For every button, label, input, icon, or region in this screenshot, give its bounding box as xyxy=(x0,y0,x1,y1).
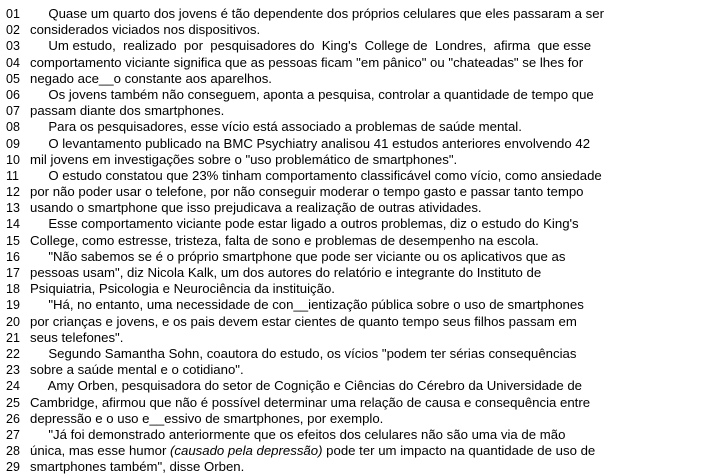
line-text-with-emphasis: única, mas esse humor (causado pela depressão) pode ter um impacto na quantidade de uso de xyxy=(30,443,596,459)
line-text: smartphones também", disse Orben. xyxy=(30,459,245,475)
line-number: 10 xyxy=(6,152,20,167)
line-number: 24 xyxy=(6,379,20,394)
text-line xyxy=(6,233,698,249)
emphasis-text: (causado pela depressão) xyxy=(170,443,323,459)
line-text: passam diante dos smartphones. xyxy=(30,103,225,119)
line-text: considerados viciados nos dispositivos. xyxy=(30,22,261,38)
text-line xyxy=(6,71,698,87)
text-line xyxy=(6,378,698,394)
line-text: "Há, no entanto, uma necessidade de con__ientização pública sobre o uso de smartphones xyxy=(30,297,584,313)
line-text: por não poder usar o telefone, por não conseguir moderar o tempo gasto e passar tanto tempo xyxy=(30,184,584,200)
line-number: 21 xyxy=(6,330,20,345)
line-text: depressão e o uso e__essivo de smartphones, por exemplo. xyxy=(30,410,384,426)
line-number: 02 xyxy=(6,23,20,38)
line-number: 23 xyxy=(6,363,20,378)
line-number: 19 xyxy=(6,298,20,313)
line-text: pessoas usam", diz Nicola Kalk, um dos autores do relatório e integrante do Instituto de xyxy=(30,265,542,280)
text-line xyxy=(6,297,698,313)
line-text: Cambridge, afirmou que não é possível determinar uma relação de causa e consequência entre xyxy=(30,394,591,410)
text-line xyxy=(6,249,698,265)
line-number: 22 xyxy=(6,346,20,361)
line-number: 18 xyxy=(6,282,20,297)
line-text: seus telefones". xyxy=(30,329,124,345)
text-line xyxy=(6,22,698,38)
line-number: 05 xyxy=(6,71,20,86)
line-text: O estudo constatou que 23% tinham comportamento classificável como vício, como ansiedade xyxy=(30,167,602,183)
line-number: 26 xyxy=(6,411,20,426)
line-text: sobre a saúde mental e o cotidiano". xyxy=(30,362,244,378)
line-number: 25 xyxy=(6,395,20,410)
line-text: negado ace__o constante aos aparelhos. xyxy=(30,70,272,86)
line-number: 12 xyxy=(6,185,20,200)
line-text: Esse comportamento viciante pode estar ligado a outros problemas, diz o estudo do King's xyxy=(30,216,579,232)
text-line xyxy=(6,459,698,475)
text-line xyxy=(6,184,698,200)
line-number: 28 xyxy=(6,444,20,459)
line-number: 06 xyxy=(6,87,20,102)
line-number: 13 xyxy=(6,201,20,216)
text-line xyxy=(6,87,698,103)
text-line xyxy=(6,281,698,297)
line-text: Quase um quarto dos jovens é tão dependente dos próprios celulares que eles passaram a ser xyxy=(30,6,604,21)
line-number: 27 xyxy=(6,427,20,442)
text-line xyxy=(6,330,698,346)
line-text: College, como estresse, tristeza, falta de sono e problemas de desempenho na escola. xyxy=(30,232,539,248)
numbered-text-body xyxy=(6,6,698,475)
line-number: 03 xyxy=(6,39,20,54)
line-text: comportamento viciante significa que as pessoas ficam "em pânico" ou "chateadas" se lhes for xyxy=(30,54,584,70)
line-text: Segundo Samantha Sohn, coautora do estudo, os vícios "podem ter sérias consequências xyxy=(30,345,577,361)
text-line xyxy=(6,103,698,119)
line-text: "Já foi demonstrado anteriormente que os efeitos dos celulares não são uma via de mão xyxy=(30,426,566,442)
line-number: 16 xyxy=(6,249,20,264)
text-line xyxy=(6,136,698,152)
text-line xyxy=(6,119,698,135)
line-number: 15 xyxy=(6,233,20,248)
text-line xyxy=(6,362,698,378)
line-text: O levantamento publicado na BMC Psychiatry analisou 41 estudos anteriores envolvendo 42 xyxy=(30,135,591,151)
text-line xyxy=(6,216,698,232)
text-line xyxy=(6,200,698,216)
line-number: 17 xyxy=(6,266,20,280)
text-line xyxy=(6,411,698,427)
line-number: 20 xyxy=(6,314,20,329)
line-number: 01 xyxy=(6,7,20,21)
text-line xyxy=(6,346,698,362)
line-number: 07 xyxy=(6,104,20,119)
text-line xyxy=(6,168,698,184)
line-text: usando o smartphone que isso prejudicava a realização de outras atividades. xyxy=(30,200,482,216)
text-line xyxy=(6,265,698,281)
line-number: 04 xyxy=(6,55,20,70)
text-line xyxy=(6,395,698,411)
text-line xyxy=(6,38,698,54)
line-number: 14 xyxy=(6,217,20,232)
line-text: Para os pesquisadores, esse vício está associado a problemas de saúde mental. xyxy=(30,119,522,135)
text-line xyxy=(6,152,698,168)
text-line xyxy=(6,6,698,22)
line-number: 08 xyxy=(6,120,20,135)
text-line xyxy=(6,314,698,330)
line-text: "Não sabemos se é o próprio smartphone que pode ser viciante ou os aplicativos que as xyxy=(30,248,566,264)
text-line xyxy=(6,55,698,71)
line-number: 11 xyxy=(6,168,19,183)
line-text: mil jovens em investigações sobre o "uso problemático de smartphones". xyxy=(30,151,458,167)
line-text: Os jovens também não conseguem, aponta a pesquisa, controlar a quantidade de tempo que xyxy=(30,86,594,102)
text-line xyxy=(6,443,698,459)
line-number: 09 xyxy=(6,136,20,151)
text-line xyxy=(6,427,698,443)
line-number: 29 xyxy=(6,460,20,475)
line-text: Amy Orben, pesquisadora do setor de Cognição e Ciências do Cérebro da Universidade de xyxy=(30,378,582,394)
line-text: Um estudo, realizado por pesquisadores do King's College de Londres, afirma que esse xyxy=(30,38,592,54)
line-text: por crianças e jovens, e os pais devem estar cientes de quanto tempo seus filhos passam em xyxy=(30,313,577,329)
line-text: Psiquiatria, Psicologia e Neurociência da instituição. xyxy=(30,281,335,297)
